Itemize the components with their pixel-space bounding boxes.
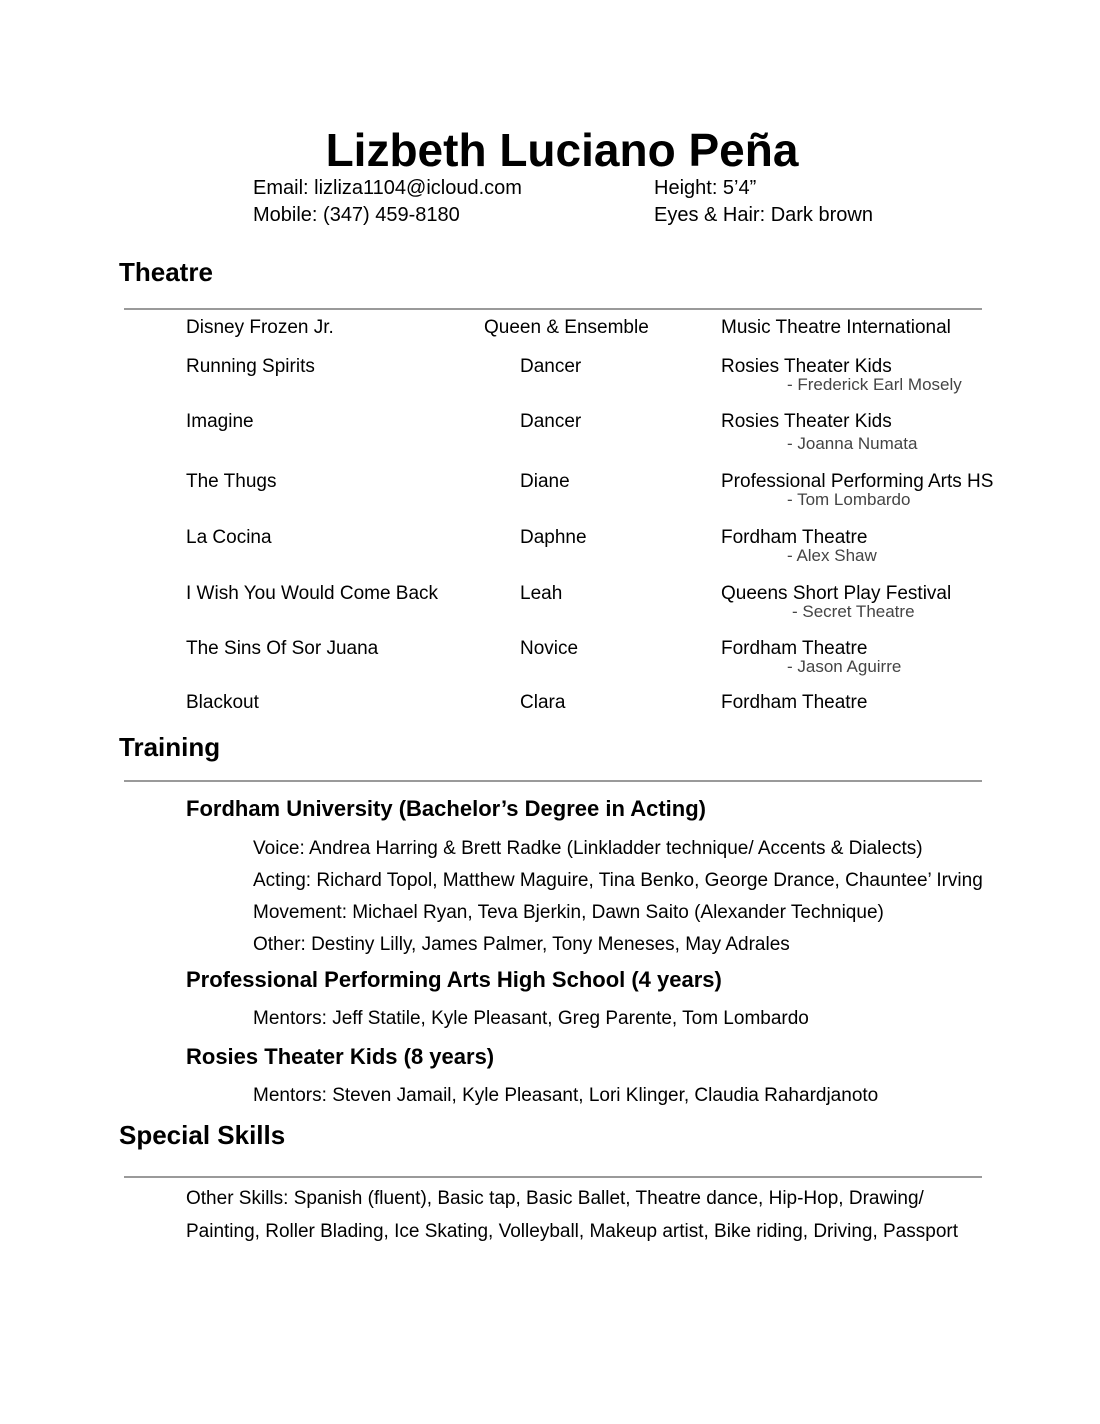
school-name: Professional Performing Arts High School (4 years): [186, 967, 722, 992]
section-divider: [124, 780, 982, 782]
section-title-training: Training: [119, 732, 221, 762]
show-title: The Sins Of Sor Juana: [186, 638, 379, 659]
skills-text: Painting, Roller Blading, Ice Skating, Volleyball, Makeup artist, Bike riding, Driving, Passport: [186, 1221, 958, 1242]
show-title: I Wish You Would Come Back: [186, 583, 439, 604]
section-title-theatre: Theatre: [119, 257, 213, 287]
show-title: The Thugs: [186, 471, 277, 492]
theatre-row: [0, 317, 1100, 357]
theatre-row: [0, 527, 1100, 567]
theatre-row: [0, 583, 1100, 623]
training-detail: Mentors: Steven Jamail, Kyle Pleasant, Lori Klinger, Claudia Rahardjanoto: [253, 1085, 879, 1106]
company: Rosies Theater Kids: [721, 356, 892, 377]
company: Music Theatre International: [721, 317, 951, 338]
training-detail: Voice: Andrea Harring & Brett Radke (Linkladder technique/ Accents & Dialects): [253, 838, 923, 859]
school-name: Fordham University (Bachelor’s Degree in Acting): [186, 796, 706, 821]
role: Dancer: [520, 411, 582, 432]
role: Dancer: [520, 356, 582, 377]
role: Leah: [520, 583, 563, 604]
theatre-row: [0, 692, 1100, 732]
role: Clara: [520, 692, 566, 713]
role: Diane: [520, 471, 570, 492]
show-title: La Cocina: [186, 527, 272, 548]
theatre-row: [0, 638, 1100, 678]
show-title: Blackout: [186, 692, 259, 713]
company: Professional Performing Arts HS: [721, 471, 994, 492]
role: Queen & Ensemble: [484, 317, 649, 338]
company: Fordham Theatre: [721, 692, 868, 713]
show-title: Running Spirits: [186, 356, 315, 377]
training-detail: Mentors: Jeff Statile, Kyle Pleasant, Greg Parente, Tom Lombardo: [253, 1008, 809, 1029]
director: - Joanna Numata: [787, 434, 918, 453]
theatre-row: [0, 411, 1100, 451]
attribute-eyes-hair: Eyes & Hair: Dark brown: [654, 204, 873, 226]
director: - Frederick Earl Mosely: [787, 375, 962, 394]
section-divider: [124, 308, 982, 310]
contact-mobile: Mobile: (347) 459-8180: [253, 204, 460, 226]
section-divider: [124, 1176, 982, 1178]
company: Fordham Theatre: [721, 527, 868, 548]
company: Fordham Theatre: [721, 638, 868, 659]
company: Queens Short Play Festival: [721, 583, 952, 604]
show-title: Imagine: [186, 411, 254, 432]
role: Daphne: [520, 527, 587, 548]
contact-email: Email: lizliza1104@icloud.com: [253, 177, 522, 199]
theatre-row: [0, 356, 1100, 396]
company: Rosies Theater Kids: [721, 411, 892, 432]
skills-text: Other Skills: Spanish (fluent), Basic tap, Basic Ballet, Theatre dance, Hip-Hop, Drawing/: [186, 1188, 924, 1209]
school-name: Rosies Theater Kids (8 years): [186, 1044, 495, 1069]
section-title-skills: Special Skills: [119, 1120, 286, 1150]
director: - Tom Lombardo: [787, 490, 911, 509]
attribute-height: Height: 5’4”: [654, 177, 757, 199]
role: Novice: [520, 638, 579, 659]
training-detail: Acting: Richard Topol, Matthew Maguire, Tina Benko, George Drance, Chauntee’ Irving: [253, 870, 983, 891]
theatre-row: [0, 471, 1100, 511]
director: - Secret Theatre: [792, 602, 915, 621]
director: - Jason Aguirre: [787, 657, 902, 676]
resume-name: Lizbeth Luciano Peña: [325, 124, 799, 176]
show-title: Disney Frozen Jr.: [186, 317, 334, 338]
training-detail: Movement: Michael Ryan, Teva Bjerkin, Dawn Saito (Alexander Technique): [253, 902, 884, 923]
director: - Alex Shaw: [787, 546, 877, 565]
training-detail: Other: Destiny Lilly, James Palmer, Tony Meneses, May Adrales: [253, 934, 790, 955]
